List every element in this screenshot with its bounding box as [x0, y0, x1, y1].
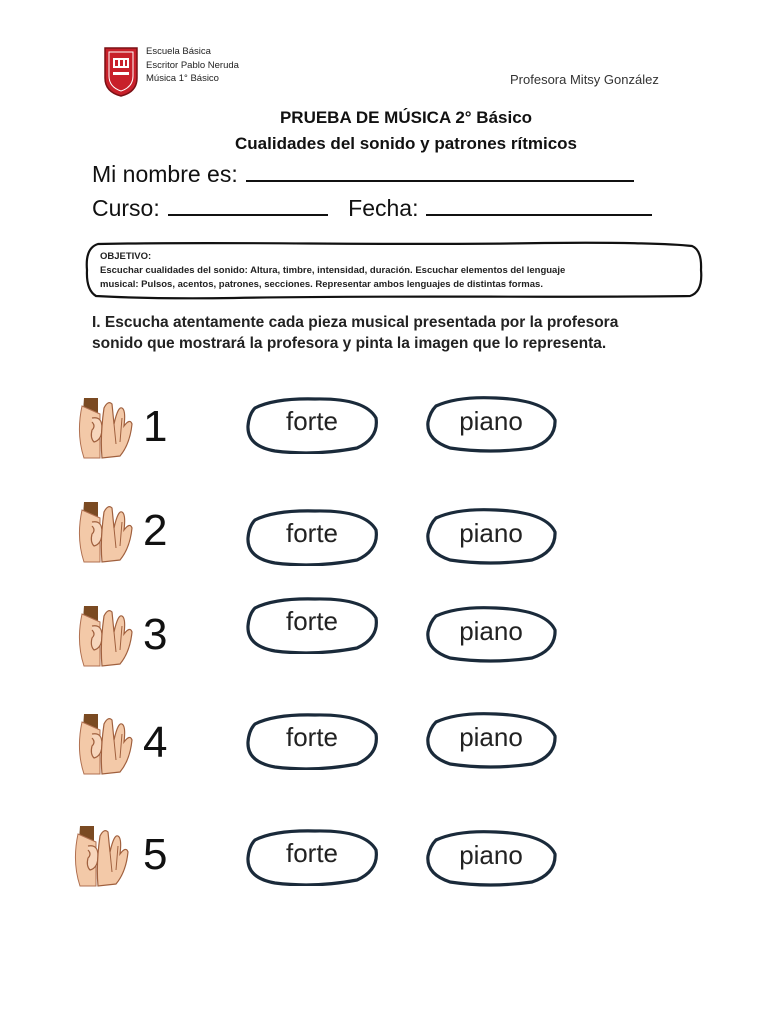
date-blank[interactable] — [426, 192, 652, 216]
objective-box — [84, 240, 704, 300]
ear-listening-icon — [74, 824, 130, 890]
forte-option[interactable] — [245, 596, 379, 654]
school-crest-logo — [103, 46, 139, 98]
course-blank[interactable] — [168, 192, 328, 216]
item-row — [0, 824, 768, 914]
date-label: Fecha: — [348, 195, 419, 221]
piano-label: piano — [459, 616, 523, 646]
teacher-name: Profesora Mitsy González — [510, 72, 659, 87]
objective-text — [100, 250, 700, 292]
ear-listening-icon — [78, 396, 134, 462]
objective-heading: OBJETIVO: — [100, 251, 152, 262]
school-subtitle: Escritor Pablo Neruda — [146, 59, 239, 71]
course-date-row — [92, 192, 652, 222]
name-blank[interactable] — [246, 158, 634, 182]
instruction-line-2: sonido que mostrará la profesora y pinta la imagen que lo representa. — [92, 335, 607, 352]
piano-option[interactable] — [424, 508, 558, 566]
item-row — [0, 712, 768, 802]
piano-option[interactable] — [424, 606, 558, 664]
course-subject: Música 1° Básico — [146, 73, 219, 84]
instruction-line-1: I. Escucha atentamente cada pieza musical presentada por la profesora — [92, 314, 619, 331]
instruction — [92, 312, 722, 354]
piano-option[interactable] — [424, 396, 558, 454]
objective-line-1: Escuchar cualidades del sonido: Altura, timbre, intensidad, duración. Escuchar elementos del lenguaje — [100, 265, 566, 276]
forte-label: forte — [285, 838, 339, 868]
test-subtitle: Cualidades del sonido y patrones rítmicos — [235, 134, 577, 153]
course-label: Curso: — [92, 195, 160, 221]
forte-label: forte — [285, 518, 339, 548]
forte-label: forte — [285, 606, 339, 636]
item-number: 4 — [143, 718, 168, 767]
item-number: 1 — [143, 402, 168, 451]
piano-label: piano — [459, 406, 523, 436]
objective-line-2: musical: Pulsos, acentos, patrones, secciones. Representar ambos lenguajes de distintas formas. — [100, 279, 543, 290]
ear-listening-icon — [78, 712, 134, 778]
forte-option[interactable] — [245, 712, 379, 770]
piano-label: piano — [459, 722, 523, 752]
school-info — [146, 45, 239, 86]
name-label: Mi nombre es: — [92, 161, 238, 187]
piano-option[interactable] — [424, 830, 558, 888]
item-number: 2 — [143, 506, 168, 555]
piano-label: piano — [459, 518, 523, 548]
item-row — [0, 604, 768, 694]
forte-label: forte — [285, 406, 339, 436]
item-number: 5 — [143, 830, 168, 879]
forte-option[interactable] — [245, 508, 379, 566]
piano-option[interactable] — [424, 712, 558, 770]
forte-label: forte — [285, 722, 339, 752]
piano-label: piano — [459, 840, 523, 870]
forte-option[interactable] — [245, 396, 379, 454]
name-field-row — [92, 158, 634, 188]
ear-listening-icon — [78, 604, 134, 670]
test-title: PRUEBA DE MÚSICA 2° Básico — [279, 108, 533, 127]
forte-option[interactable] — [245, 828, 379, 886]
item-row — [0, 500, 768, 590]
school-name: Escuela Básica — [146, 46, 211, 57]
item-number: 3 — [143, 610, 168, 659]
ear-listening-icon — [78, 500, 134, 566]
item-row — [0, 396, 768, 486]
